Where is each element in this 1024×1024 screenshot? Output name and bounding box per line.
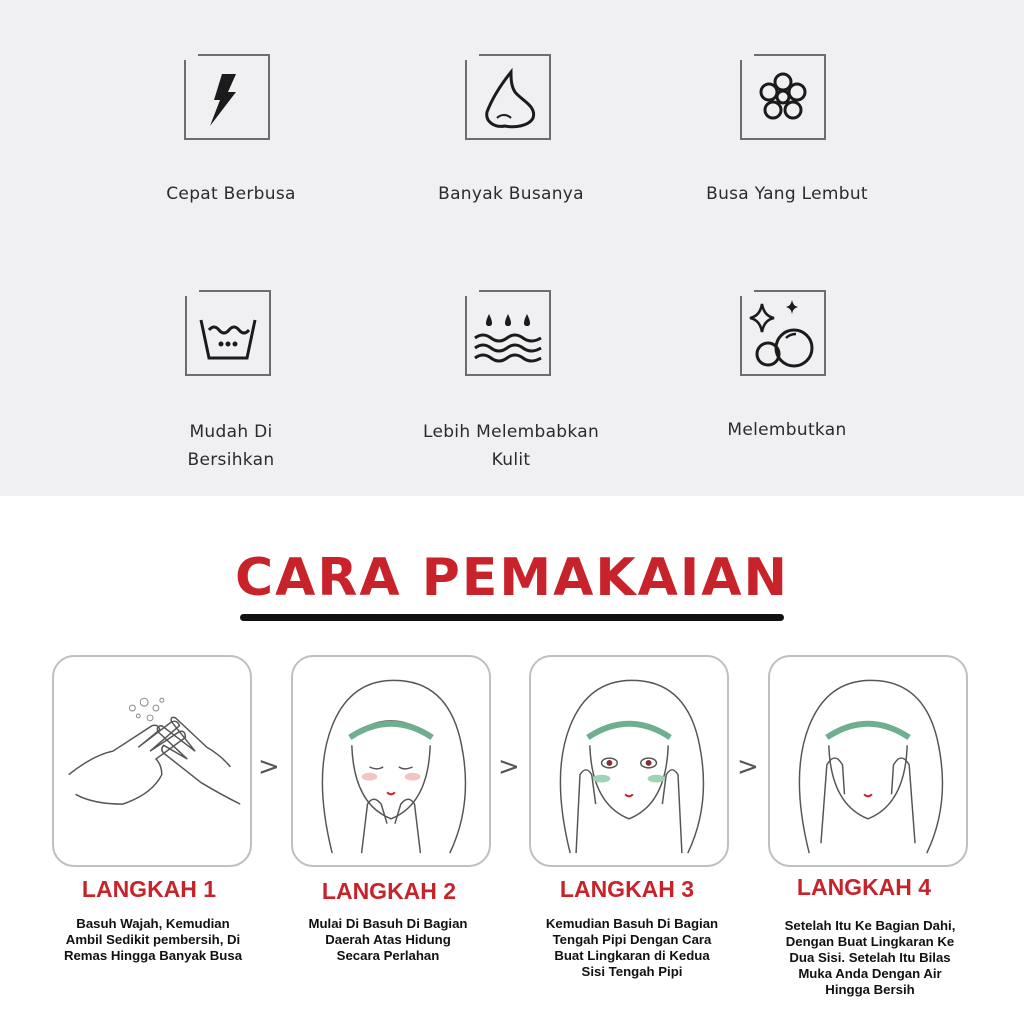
step-description-line: Sisi Tengah Pipi xyxy=(581,964,683,979)
wash-basin-icon xyxy=(185,290,271,376)
step-description xyxy=(512,916,752,980)
feature-label-line2: Bersihkan xyxy=(187,450,275,470)
face-forehead-wash-illustration xyxy=(768,655,968,867)
step-description-line: Muka Anda Dengan Air xyxy=(798,966,942,981)
step-title: LANGKAH 2 xyxy=(321,878,457,904)
step-separator: > xyxy=(498,752,520,782)
hands-foam-illustration xyxy=(52,655,252,867)
step-description xyxy=(33,916,273,964)
step-description-line: Kemudian Basuh Di Bagian xyxy=(545,916,719,931)
step-description-line: Buat Lingkaran di Kedua xyxy=(554,948,710,963)
feature-label-line1: Lebih Melembabkan xyxy=(422,422,600,442)
step-description-line: Mulai Di Basuh Di Bagian xyxy=(308,916,468,931)
step-description-line: Dua Sisi. Setelah Itu Bilas xyxy=(789,950,951,965)
feature-label-line2: Kulit xyxy=(491,450,531,470)
step-title: LANGKAH 4 xyxy=(796,874,932,900)
lightning-icon xyxy=(184,54,270,140)
step-description xyxy=(268,916,508,964)
step-description-line: Setelah Itu Ke Bagian Dahi, xyxy=(784,918,956,933)
section-title: CARA PEMAKAIAN xyxy=(234,548,790,608)
step-title: LANGKAH 3 xyxy=(559,876,695,902)
step-description-line: Dengan Buat Lingkaran Ke xyxy=(785,934,955,949)
foam-drop-icon xyxy=(465,54,551,140)
face-cheek-wash-illustration xyxy=(529,655,729,867)
step-description-line: Ambil Sedikit pembersih, Di xyxy=(65,932,241,947)
step-title: LANGKAH 1 xyxy=(81,876,217,902)
water-waves-icon xyxy=(465,290,551,376)
feature-label-line1: Mudah Di xyxy=(189,422,273,442)
face-nose-wash-illustration xyxy=(291,655,491,867)
feature-label: Busa Yang Lembut xyxy=(706,184,868,204)
feature-label: Banyak Busanya xyxy=(438,184,584,204)
step-separator: > xyxy=(737,752,759,782)
bubble-flower-icon xyxy=(740,54,826,140)
feature-label: Cepat Berbusa xyxy=(166,184,296,204)
step-description-line: Daerah Atas Hidung xyxy=(325,932,451,947)
step-description-line: Hingga Bersih xyxy=(825,982,915,997)
sparkle-bubbles-icon xyxy=(740,290,826,376)
feature-label: Melembutkan xyxy=(727,420,847,440)
step-separator: > xyxy=(258,752,280,782)
step-description-line: Tengah Pipi Dengan Cara xyxy=(552,932,712,947)
step-description-line: Remas Hingga Banyak Busa xyxy=(63,948,243,963)
step-description-line: Secara Perlahan xyxy=(336,948,440,963)
step-description xyxy=(750,918,990,998)
step-description-line: Basuh Wajah, Kemudian xyxy=(76,916,230,931)
title-underline xyxy=(240,614,784,621)
